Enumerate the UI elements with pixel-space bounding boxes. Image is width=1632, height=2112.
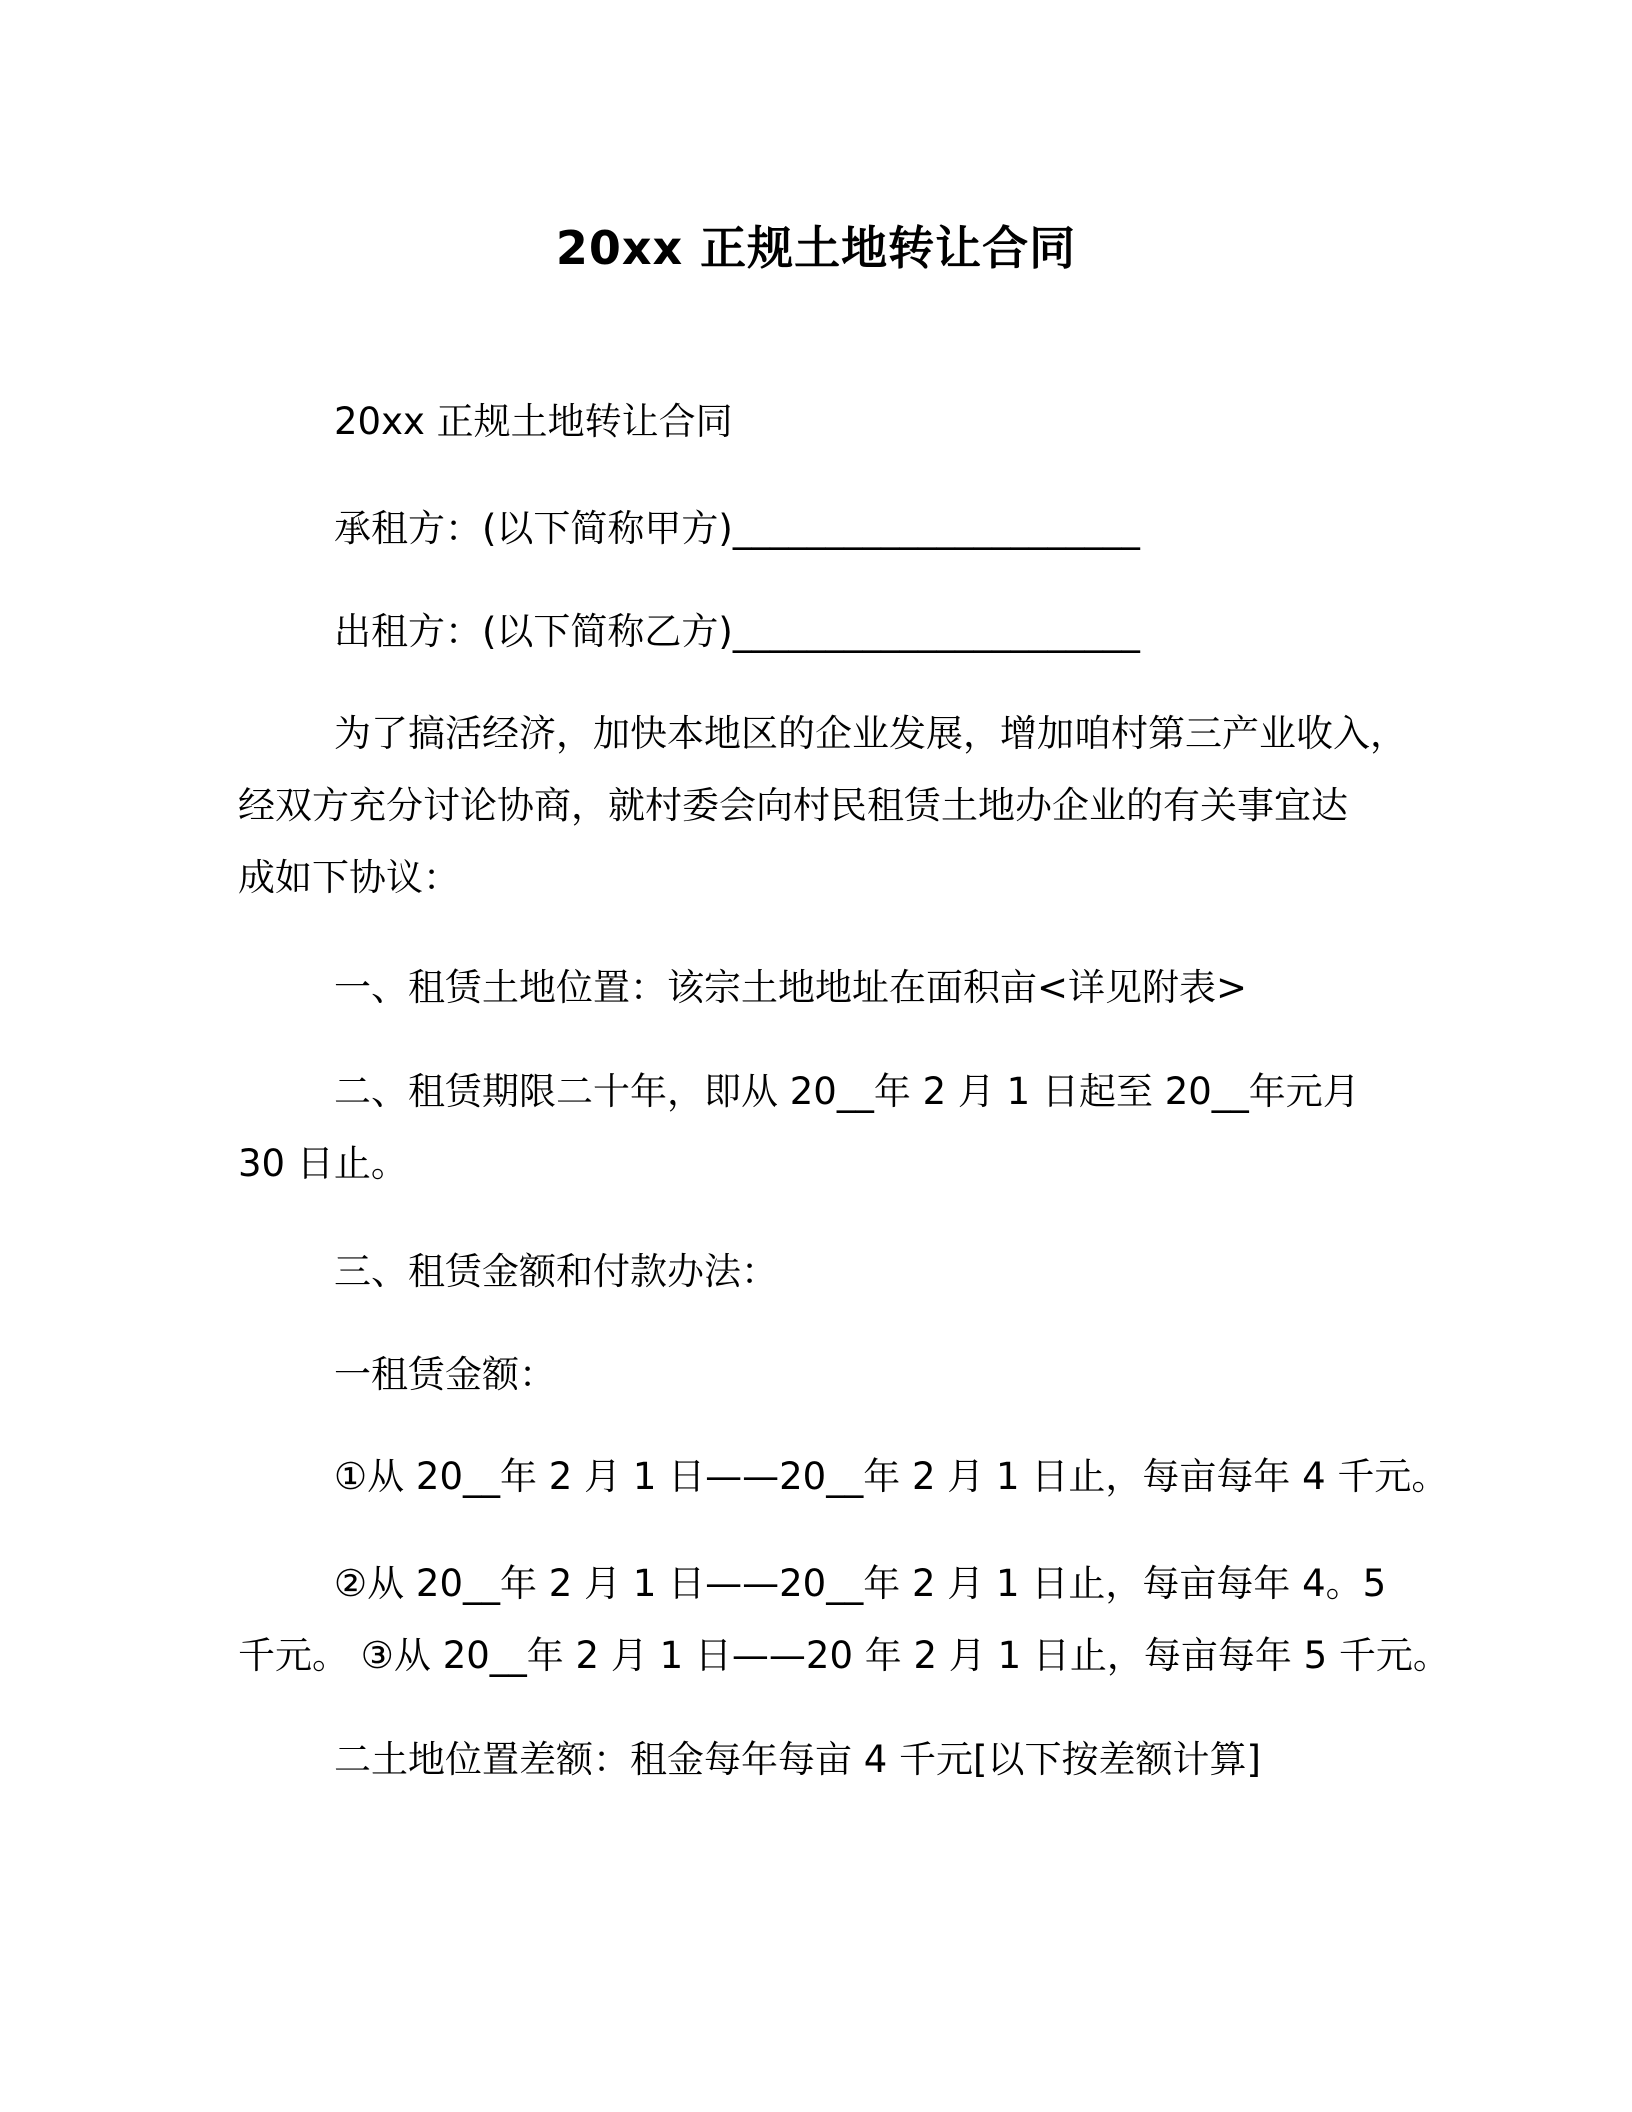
paragraph-clause-1: 一、租赁土地位置：该宗土地地址在面积亩<详见附表> [334, 966, 1248, 1009]
paragraph-contract-name: 20xx 正规土地转让合同 [334, 400, 733, 443]
clause-2-line-1: 二、租赁期限二十年，即从 20__年 2 月 1 日起至 20__年元月 [334, 1070, 1360, 1113]
preamble-line-1: 为了搞活经济，加快本地区的企业发展，增加咱村第三产业收入， [334, 712, 1407, 755]
preamble-line-2: 经双方充分讨论协商，就村委会向村民租赁土地办企业的有关事宜达 [238, 784, 1348, 827]
paragraph-rent-amount: 一租赁金额： [334, 1353, 556, 1396]
preamble-line-3: 成如下协议： [238, 856, 460, 899]
rent-item-2-line-2: 千元。 ③从 20__年 2 月 1 日——20 年 2 月 1 日止，每亩每年 5 千元。 [238, 1634, 1450, 1677]
paragraph-lessee: 承租方：(以下简称甲方)______________________ [334, 507, 1140, 550]
paragraph-clause-3: 三、租赁金额和付款办法： [334, 1250, 778, 1293]
paragraph-rent-item-1: ①从 20__年 2 月 1 日——20__年 2 月 1 日止，每亩每年 4 千元。 [334, 1455, 1449, 1498]
paragraph-preamble [238, 698, 1407, 914]
clause-2-line-2: 30 日止。 [238, 1142, 408, 1185]
document-title: 20xx 正规土地转让合同 [555, 221, 1077, 275]
paragraph-location-difference: 二土地位置差额：租金每年每亩 4 千元[以下按差额计算] [334, 1738, 1261, 1781]
paragraph-rent-item-2-3 [238, 1548, 1450, 1692]
paragraph-lessor: 出租方：(以下简称乙方)______________________ [334, 610, 1140, 653]
rent-item-2-line-1: ②从 20__年 2 月 1 日——20__年 2 月 1 日止，每亩每年 4。5 [334, 1562, 1387, 1605]
paragraph-clause-2 [238, 1056, 1398, 1200]
